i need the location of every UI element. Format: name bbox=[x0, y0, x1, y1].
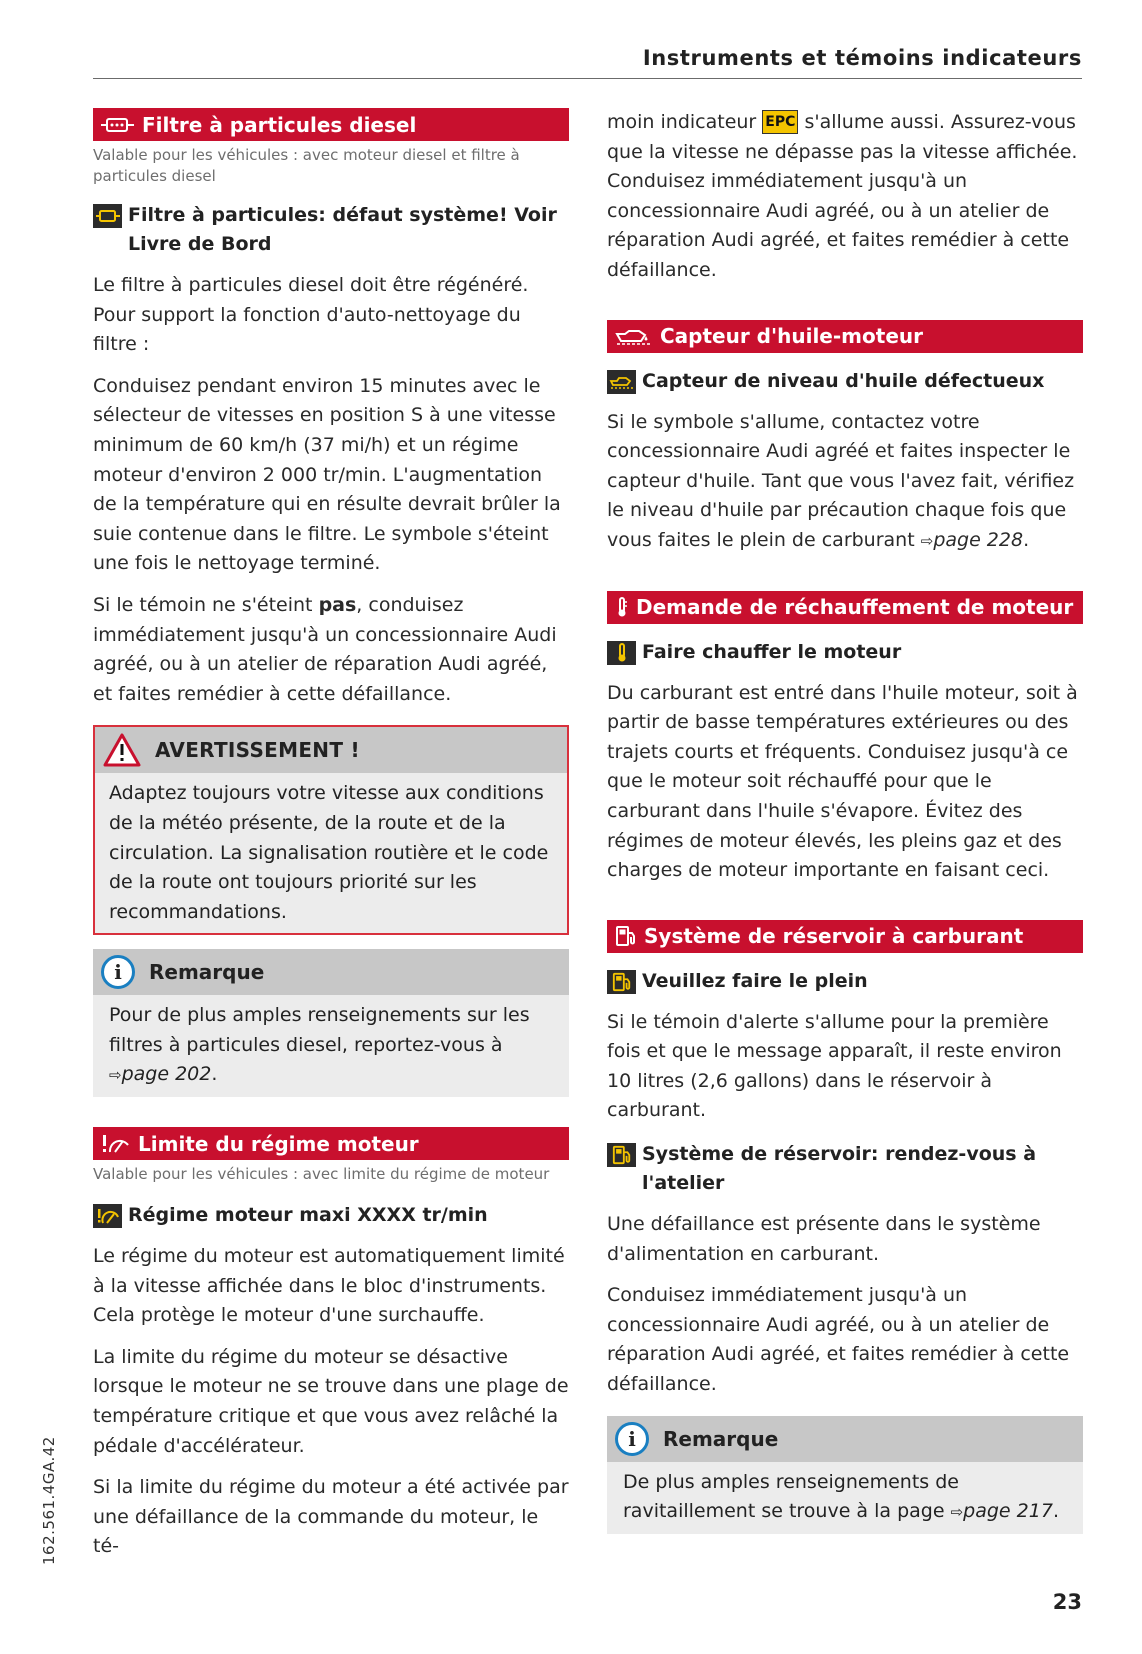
header-rule bbox=[93, 78, 1082, 79]
section-bar-oil bbox=[607, 320, 1083, 353]
paragraph-continued bbox=[607, 108, 1083, 286]
particulate-filter-indicator-icon bbox=[93, 204, 122, 228]
engine-warmup-indicator-icon bbox=[607, 641, 636, 665]
rpm-limit-icon bbox=[101, 1133, 131, 1155]
subheading-warmup bbox=[607, 638, 1083, 667]
subheading-warmup-text: Faire chauffer le moteur bbox=[642, 640, 902, 663]
rpm-limit-indicator-icon bbox=[93, 1204, 122, 1228]
section-title-warmup: Demande de réchauffement de moteur bbox=[636, 595, 1074, 620]
note-header-dpf bbox=[93, 949, 569, 995]
note-header-fuel bbox=[607, 1416, 1083, 1462]
paragraph-rpm-2: La limite du régime du moteur se désactive lorsque le moteur ne se trouve dans une plage de température critique et que vous avez relâché la pédale d'accélérateur. bbox=[93, 1345, 569, 1457]
paragraph-continued-a: moin indicateur bbox=[607, 111, 757, 133]
section-bar-warmup bbox=[607, 591, 1083, 624]
subheading-oil-text: Capteur de niveau d'huile défectueux bbox=[642, 369, 1045, 392]
fuel-system-indicator-icon bbox=[607, 1143, 636, 1167]
page-reference-link-dpf[interactable]: page 202 bbox=[121, 1063, 212, 1086]
info-icon: i bbox=[101, 955, 135, 989]
note-title-fuel: Remarque bbox=[663, 1426, 779, 1451]
note-end-fuel: . bbox=[1052, 1500, 1059, 1523]
page-reference-arrow-icon: ⇨ bbox=[109, 1066, 122, 1085]
paragraph-fuel-1: Si le témoin d'alerte s'allume pour la première fois et que le message apparaît, il reste environ 10 litres (2,6 gallons) dans le réservoir à carburant. bbox=[607, 1010, 1062, 1122]
page-reference-arrow-icon: ⇨ bbox=[950, 1503, 964, 1522]
section-title-fuel: Système de réservoir à carburant bbox=[644, 924, 1024, 949]
left-column bbox=[93, 108, 569, 1562]
page-reference-arrow-icon: ⇨ bbox=[920, 531, 934, 550]
note-box-fuel bbox=[607, 1416, 1083, 1534]
warning-header bbox=[95, 727, 567, 773]
paragraph-dpf-2: Conduisez pendant environ 15 minutes avec le sélecteur de vitesses en position S à une vitesse minimum de 60 km/h (37 mi/h) et un régime moteur d'environ 2 000 tr/min. L'augmentation de la température qui en résulte devrait brûler la suie contenue dans le filtre. Le symbole s'éteint une fois le nettoyage terminé. bbox=[93, 374, 561, 575]
section-title-rpm: Limite du régime moteur bbox=[138, 1131, 419, 1156]
section-title-oil: Capteur d'huile-moteur bbox=[660, 324, 923, 349]
paragraph-fuel-2: Une défaillance est présente dans le système d'alimentation en carburant. bbox=[607, 1213, 1041, 1265]
note-end-dpf: . bbox=[211, 1063, 218, 1086]
subheading-dpf-fault bbox=[93, 201, 569, 259]
section-title-dpf: Filtre à particules diesel bbox=[142, 112, 417, 137]
warning-triangle-icon bbox=[103, 733, 141, 767]
section-bar-rpm bbox=[93, 1127, 569, 1160]
paragraph-dpf-3-a: Si le témoin ne s'éteint bbox=[93, 593, 319, 616]
right-column bbox=[607, 108, 1083, 1534]
particulate-filter-icon bbox=[101, 116, 135, 134]
section-bar-dpf bbox=[93, 108, 569, 141]
section-bar-fuel bbox=[607, 920, 1083, 953]
validity-note-rpm: Valable pour les véhicules : avec limite du régime de moteur bbox=[93, 1165, 550, 1184]
note-body-dpf bbox=[93, 995, 569, 1097]
subheading-fuel-system-text: Système de réservoir: rendez-vous à l'atelier bbox=[642, 1143, 1037, 1195]
fuel-pump-indicator-icon bbox=[607, 970, 636, 994]
paragraph-oil-1-text: Si le symbole s'allume, contactez votre concessionnaire Audi agréé et faites inspecter le capteur d'huile. Tant que vous l'avez fait, vérifiez le niveau d'huile par précaution chaque fois que vous faites le plein de carburant bbox=[607, 410, 1075, 551]
page-reference-link-oil[interactable]: page 228 bbox=[933, 528, 1024, 551]
subheading-fuel-system bbox=[607, 1140, 1083, 1198]
note-box-dpf bbox=[93, 949, 569, 1097]
warning-box bbox=[93, 725, 569, 935]
paragraph-oil-end: . bbox=[1023, 528, 1030, 551]
paragraph-dpf-3-bold: pas bbox=[318, 593, 357, 616]
warning-text: Adaptez toujours votre vitesse aux conditions de la météo présente, de la route et de la circulation. La signalisation routière et le code de la route ont toujours priorité sur les recommandations. bbox=[109, 782, 549, 923]
note-text-fuel: De plus amples renseignements de ravitaillement se trouve à la page bbox=[623, 1470, 959, 1523]
paragraph-oil-1 bbox=[607, 408, 1083, 557]
paragraph-warmup-1: Du carburant est entré dans l'huile moteur, soit à partir de basse températures extérieures ou des trajets courts et fréquents. Conduisez jusqu'à ce que le moteur soit réchauffé pour que le carburant dans l'huile s'évapore. Évitez des régimes de moteur élevés, les pleins gaz et des charges de moteur importante en faisant ceci. bbox=[607, 681, 1078, 882]
subheading-dpf-fault-text: Filtre à particules: défaut système! Voir Livre de Bord bbox=[128, 204, 557, 255]
validity-note-dpf: Valable pour les véhicules : avec moteur diesel et filtre à particules diesel bbox=[93, 146, 520, 185]
paragraph-fuel-3: Conduisez immédiatement jusqu'à un concessionnaire Audi agréé, ou à un atelier de réparation Audi agréé, et faites remédier à cette défaillance. bbox=[607, 1284, 1070, 1396]
note-text-dpf: Pour de plus amples renseignements sur les filtres à particules diesel, reportez-vous à bbox=[109, 1004, 530, 1056]
engine-warmup-icon bbox=[615, 596, 629, 618]
oil-sensor-indicator-icon bbox=[607, 370, 636, 394]
info-icon: i bbox=[615, 1422, 649, 1456]
page-header-title: Instruments et témoins indicateurs bbox=[642, 46, 1082, 70]
paragraph-continued-b: s'allume aussi. Assurez-vous que la vitesse ne dépasse pas la vitesse affichée. Conduisez immédiatement jusqu'à un concessionnaire Audi agréé, ou à un atelier de réparation Audi agréé, et faites remédier à cette défaillance. bbox=[607, 111, 1078, 281]
paragraph-rpm-1: Le régime du moteur est automatiquement limité à la vitesse affichée dans le bloc d'instruments. Cela protège le moteur d'une surchauffe. bbox=[93, 1245, 565, 1327]
page-reference-link-fuel[interactable]: page 217 bbox=[963, 1500, 1053, 1523]
paragraph-rpm-3: Si la limite du régime du moteur a été activée par une défaillance de la commande du moteur, le té- bbox=[93, 1476, 569, 1558]
epc-indicator-icon: EPC bbox=[762, 110, 798, 134]
subheading-oil bbox=[607, 367, 1083, 396]
subheading-fuel-refill-text: Veuillez faire le plein bbox=[642, 969, 868, 992]
paragraph-dpf-1: Le filtre à particules diesel doit être régénéré. Pour support la fonction d'auto-nettoyage du filtre : bbox=[93, 274, 529, 356]
subheading-rpm-text: Régime moteur maxi XXXX tr/min bbox=[128, 1204, 488, 1227]
subheading-rpm bbox=[93, 1201, 569, 1230]
paragraph-dpf-3 bbox=[93, 591, 569, 709]
oil-sensor-icon bbox=[615, 326, 653, 346]
subheading-fuel-refill bbox=[607, 967, 1083, 996]
paragraph-dpf-3-b: , conduisez immédiatement jusqu'à un concessionnaire Audi agréé, ou à un atelier de réparation Audi agréé, et faites remédier à cette défaillance. bbox=[93, 593, 557, 705]
fuel-pump-icon bbox=[615, 925, 637, 947]
note-title-dpf: Remarque bbox=[149, 960, 265, 985]
page-number: 23 bbox=[1052, 1590, 1082, 1614]
warning-title: AVERTISSEMENT ! bbox=[155, 738, 360, 763]
note-body-fuel bbox=[607, 1462, 1083, 1534]
document-code: 162.561.4GA.42 bbox=[40, 1436, 58, 1565]
